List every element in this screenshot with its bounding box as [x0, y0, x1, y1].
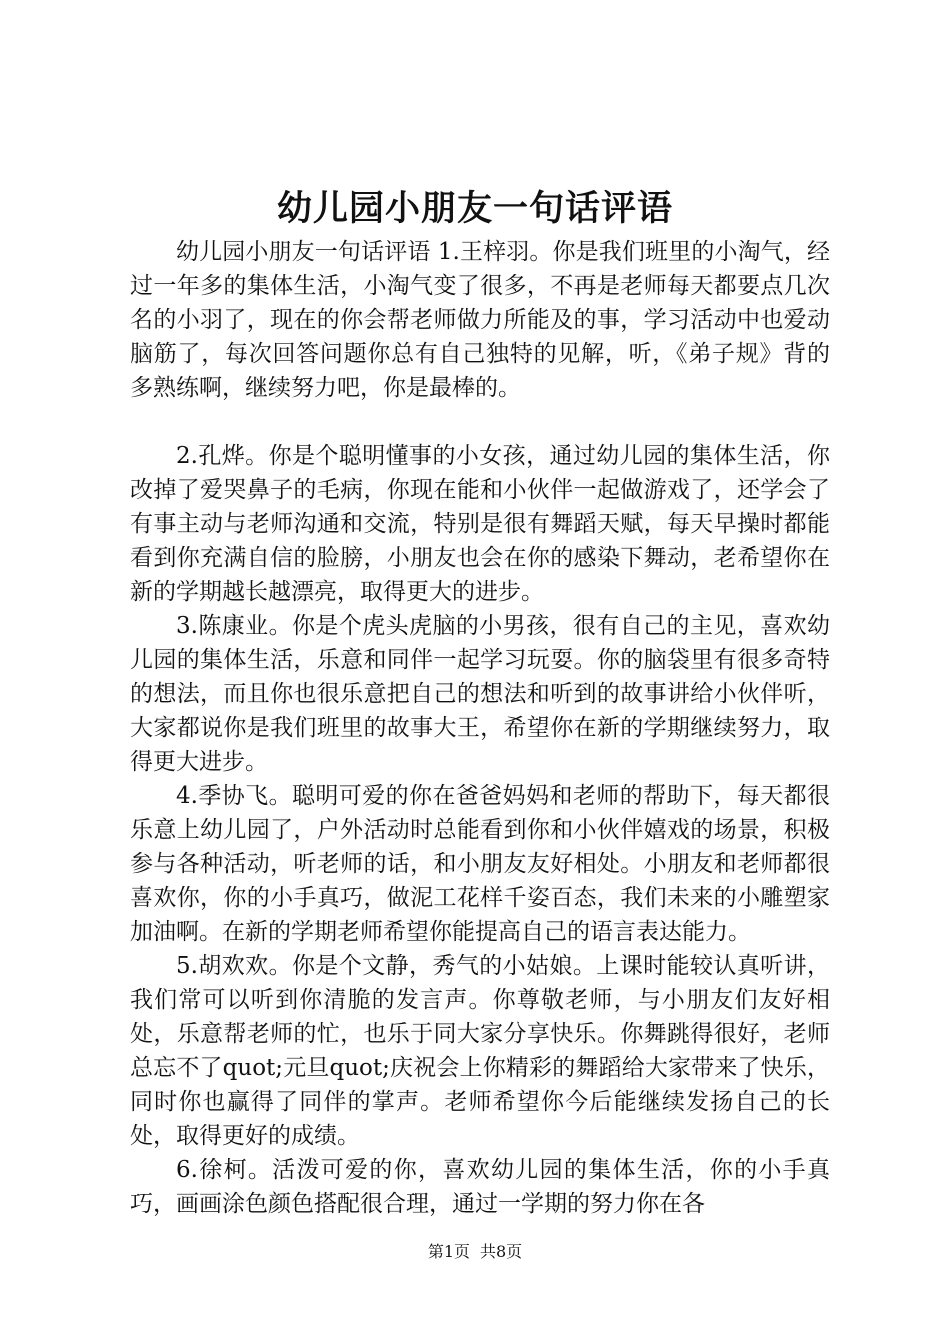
comment-paragraph-2: 2.孔烨。你是个聪明懂事的小女孩，通过幼儿园的集体生活，你改掉了爱哭鼻子的毛病，你现在能和小伙伴一起做游戏了，还学会了有事主动与老师沟通和交流，特别是很有舞蹈天赋，每天早操时都能看到你充满自信的脸膀，小朋友也会在你的感染下舞动，老希望你在新的学期越长越漂亮，取得更大的进步。 — [130, 443, 830, 605]
comment-paragraph-3: 3.陈康业。你是个虎头虎脑的小男孩，很有自己的主见，喜欢幼儿园的集体生活，乐意和同伴一起学习玩耍。你的脑袋里有很多奇特的想法，而且你也很乐意把自己的想法和听到的故事讲给小伙伴听，大家都说你是我们班里的故事大王，希望你在新的学期继续努力，取得更大进步。 — [130, 613, 830, 775]
comment-paragraph-4: 4.季协飞。聪明可爱的你在爸爸妈妈和老师的帮助下，每天都很乐意上幼儿园了，户外活动时总能看到你和小伙伴嬉戏的场景，积极参与各种活动，听老师的话，和小朋友友好相处。小朋友和老师都很喜欢你，你的小手真巧，做泥工花样千姿百态，我们未来的小雕塑家加油啊。在新的学期老师希望你能提高自己的语言表达能力。 — [130, 783, 830, 945]
comment-paragraph-5: 5.胡欢欢。你是个文静，秀气的小姑娘。上课时能较认真听讲，我们常可以听到你清脆的发言声。你尊敬老师，与小朋友们友好相处，乐意帮老师的忙，也乐于同大家分享快乐。你舞跳得很好，老师总忘不了quot;元旦quot;庆祝会上你精彩的舞蹈给大家带来了快乐，同时你也赢得了同伴的掌声。老师希望你今后能继续发扬自己的长处，取得更好的成绩。 — [130, 953, 830, 1149]
document-body — [130, 235, 830, 1221]
page-footer — [0, 1240, 950, 1264]
document-title: 幼儿园小朋友一句话评语 — [276, 188, 673, 229]
page-number: 第1页 — [427, 1242, 470, 1261]
page-total: 共8页 — [480, 1242, 523, 1261]
comment-paragraph-1: 幼儿园小朋友一句话评语 1.王梓羽。你是我们班里的小淘气，经过一年多的集体生活，小淘气变了很多，不再是老师每天都要点几次名的小羽了，现在的你会帮老师做力所能及的事，学习活动中也爱动脑筋了，每次回答问题你总有自己独特的见解，听，《弟子规》背的多熟练啊，继续努力吧，你是最棒的。 — [130, 239, 830, 401]
comment-paragraph-6: 6.徐柯。活泼可爱的你，喜欢幼儿园的集体生活，你的小手真巧，画画涂色颜色搭配很合理，通过一学期的努力你在各 — [130, 1157, 830, 1217]
